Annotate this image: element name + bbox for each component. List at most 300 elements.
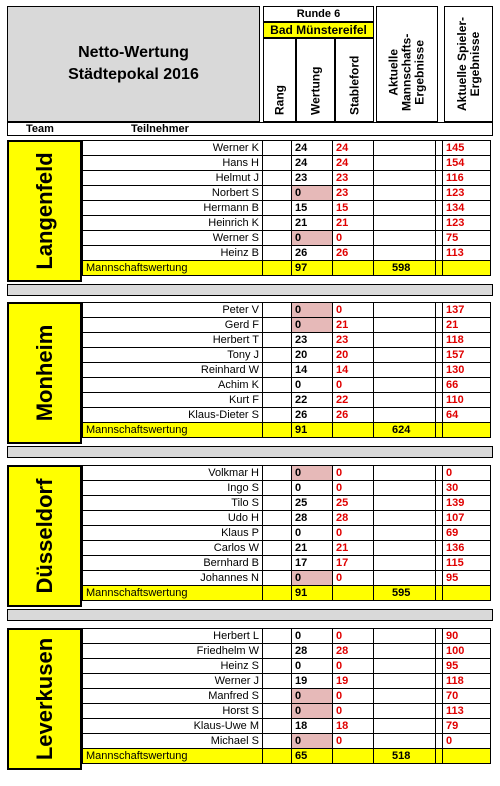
player-wertung: 23 (292, 171, 333, 186)
player-stableford: 19 (333, 674, 374, 689)
player-rang (263, 408, 292, 423)
player-stableford: 0 (333, 571, 374, 586)
player-stableford: 0 (333, 629, 374, 644)
team-total-rang (263, 261, 292, 276)
player-spieler-ergebnis: 118 (443, 333, 491, 348)
col-header-wertung (296, 38, 335, 122)
player-spieler-ergebnis: 154 (443, 156, 491, 171)
player-rang (263, 541, 292, 556)
player-wertung: 14 (292, 363, 333, 378)
team-total-wertung: 97 (292, 261, 333, 276)
player-wertung: 21 (292, 541, 333, 556)
col-header-stableford (335, 38, 374, 122)
player-mannschaft (374, 689, 436, 704)
column-gap (436, 734, 443, 749)
team-total-mannschaft: 518 (374, 749, 436, 764)
player-row (83, 171, 491, 186)
player-rang (263, 526, 292, 541)
team-header-row (7, 122, 493, 136)
player-mannschaft (374, 363, 436, 378)
player-stableford: 0 (333, 231, 374, 246)
player-name: Helmut J (83, 171, 263, 186)
player-stableford: 23 (333, 171, 374, 186)
player-mannschaft (374, 734, 436, 749)
player-rang (263, 393, 292, 408)
player-wertung: 0 (292, 466, 333, 481)
player-rang (263, 348, 292, 363)
team-table (82, 302, 491, 438)
player-stableford: 20 (333, 348, 374, 363)
player-stableford: 18 (333, 719, 374, 734)
player-rang (263, 303, 292, 318)
column-gap (436, 378, 443, 393)
player-spieler-ergebnis: 123 (443, 216, 491, 231)
team-total-stableford (333, 423, 374, 438)
player-row (83, 303, 491, 318)
player-spieler-ergebnis: 70 (443, 689, 491, 704)
team-total-wertung: 91 (292, 423, 333, 438)
player-name: Heinz S (83, 659, 263, 674)
player-mannschaft (374, 556, 436, 571)
player-row (83, 674, 491, 689)
player-wertung: 26 (292, 408, 333, 423)
player-rang (263, 318, 292, 333)
player-name: Werner K (83, 141, 263, 156)
team-separator (7, 609, 493, 621)
player-row (83, 719, 491, 734)
player-spieler-ergebnis: 30 (443, 481, 491, 496)
player-spieler-ergebnis: 64 (443, 408, 491, 423)
player-spieler-ergebnis: 115 (443, 556, 491, 571)
player-row (83, 141, 491, 156)
team-total-row (83, 261, 491, 276)
player-wertung: 28 (292, 644, 333, 659)
team-total-stableford (333, 261, 374, 276)
player-row (83, 216, 491, 231)
team-name-text: Langenfeld (31, 152, 57, 270)
player-mannschaft (374, 303, 436, 318)
team-total-row (83, 586, 491, 601)
team-total-mannschaft: 624 (374, 423, 436, 438)
team-table (82, 140, 491, 276)
column-gap (436, 363, 443, 378)
column-gap (436, 303, 443, 318)
player-mannschaft (374, 186, 436, 201)
player-stableford: 22 (333, 393, 374, 408)
team-total-wertung: 65 (292, 749, 333, 764)
col-header-rang-text: Rang (272, 85, 286, 115)
team-total-row (83, 423, 491, 438)
player-spieler-ergebnis: 107 (443, 511, 491, 526)
player-stableford: 0 (333, 378, 374, 393)
player-stableford: 17 (333, 556, 374, 571)
col-header-mannschaft-line3: Ergebnisse (412, 39, 427, 105)
column-gap (436, 318, 443, 333)
column-gap (436, 141, 443, 156)
player-rang (263, 571, 292, 586)
player-wertung: 0 (292, 481, 333, 496)
player-name: Johannes N (83, 571, 263, 586)
player-spieler-ergebnis: 100 (443, 644, 491, 659)
column-gap (436, 556, 443, 571)
player-row (83, 466, 491, 481)
column-gap (436, 261, 443, 276)
column-gap (436, 571, 443, 586)
team-total-label: Mannschaftswertung (83, 261, 263, 276)
column-gap (436, 408, 443, 423)
player-rang (263, 659, 292, 674)
team-name-label (7, 140, 82, 282)
player-wertung: 15 (292, 201, 333, 216)
player-row (83, 156, 491, 171)
player-row (83, 333, 491, 348)
player-rang (263, 171, 292, 186)
player-name: Kurt F (83, 393, 263, 408)
player-row (83, 644, 491, 659)
player-mannschaft (374, 318, 436, 333)
player-name: Hans H (83, 156, 263, 171)
player-name: Klaus P (83, 526, 263, 541)
player-name: Reinhard W (83, 363, 263, 378)
player-name: Gerd F (83, 318, 263, 333)
player-spieler-ergebnis: 95 (443, 659, 491, 674)
player-stableford: 21 (333, 541, 374, 556)
player-wertung: 20 (292, 348, 333, 363)
player-spieler-ergebnis: 116 (443, 171, 491, 186)
player-spieler-ergebnis: 0 (443, 466, 491, 481)
col-header-rang (263, 38, 296, 122)
column-gap (436, 496, 443, 511)
player-row (83, 526, 491, 541)
player-spieler-ergebnis: 113 (443, 704, 491, 719)
player-wertung: 0 (292, 231, 333, 246)
player-wertung: 0 (292, 318, 333, 333)
team-total-stableford (333, 749, 374, 764)
player-mannschaft (374, 333, 436, 348)
player-rang (263, 704, 292, 719)
team-total-spieler (443, 423, 491, 438)
col-header-spieler (444, 6, 493, 122)
player-wertung: 24 (292, 141, 333, 156)
player-row (83, 378, 491, 393)
player-stableford: 23 (333, 186, 374, 201)
player-row (83, 571, 491, 586)
player-name: Achim K (83, 378, 263, 393)
column-gap (436, 171, 443, 186)
player-spieler-ergebnis: 69 (443, 526, 491, 541)
player-stableford: 28 (333, 511, 374, 526)
column-gap (436, 186, 443, 201)
player-row (83, 186, 491, 201)
column-gap (436, 216, 443, 231)
player-rang (263, 466, 292, 481)
player-row (83, 348, 491, 363)
player-row (83, 231, 491, 246)
player-mannschaft (374, 201, 436, 216)
player-spieler-ergebnis: 139 (443, 496, 491, 511)
player-mannschaft (374, 659, 436, 674)
player-wertung: 25 (292, 496, 333, 511)
player-rang (263, 333, 292, 348)
team-total-mannschaft: 595 (374, 586, 436, 601)
team-total-rang (263, 586, 292, 601)
player-mannschaft (374, 216, 436, 231)
player-wertung: 0 (292, 186, 333, 201)
player-mannschaft (374, 408, 436, 423)
team-total-wertung: 91 (292, 586, 333, 601)
player-spieler-ergebnis: 134 (443, 201, 491, 216)
player-name: Heinrich K (83, 216, 263, 231)
team-total-label: Mannschaftswertung (83, 586, 263, 601)
player-row (83, 363, 491, 378)
player-spieler-ergebnis: 118 (443, 674, 491, 689)
player-rang (263, 378, 292, 393)
team-total-row (83, 749, 491, 764)
player-stableford: 0 (333, 689, 374, 704)
player-stableford: 14 (333, 363, 374, 378)
player-wertung: 19 (292, 674, 333, 689)
player-stableford: 0 (333, 704, 374, 719)
column-gap (436, 348, 443, 363)
player-name: Manfred S (83, 689, 263, 704)
team-name-label (7, 302, 82, 444)
column-gap (436, 481, 443, 496)
player-name: Horst S (83, 704, 263, 719)
player-spieler-ergebnis: 90 (443, 629, 491, 644)
player-wertung: 23 (292, 333, 333, 348)
player-name: Ingo S (83, 481, 263, 496)
player-stableford: 21 (333, 216, 374, 231)
player-stableford: 0 (333, 526, 374, 541)
player-spieler-ergebnis: 95 (443, 571, 491, 586)
player-name: Volkmar H (83, 466, 263, 481)
player-name: Werner S (83, 231, 263, 246)
col-header-mannschaft-text (388, 34, 427, 111)
player-name: Klaus-Uwe M (83, 719, 263, 734)
player-row (83, 496, 491, 511)
player-name: Werner J (83, 674, 263, 689)
player-mannschaft (374, 674, 436, 689)
player-spieler-ergebnis: 79 (443, 719, 491, 734)
player-name: Udo H (83, 511, 263, 526)
team-column-label: Team (26, 123, 54, 135)
col-header-spieler-line1: Aktuelle Spieler- (454, 16, 469, 111)
player-wertung: 17 (292, 556, 333, 571)
player-mannschaft (374, 466, 436, 481)
player-stableford: 0 (333, 734, 374, 749)
team-name-label (7, 628, 82, 770)
player-rang (263, 511, 292, 526)
player-name: Klaus-Dieter S (83, 408, 263, 423)
player-spieler-ergebnis: 110 (443, 393, 491, 408)
player-row (83, 556, 491, 571)
team-separator (7, 284, 493, 296)
player-rang (263, 734, 292, 749)
player-spieler-ergebnis: 136 (443, 541, 491, 556)
player-name: Heinz B (83, 246, 263, 261)
player-stableford: 0 (333, 303, 374, 318)
column-gap (436, 231, 443, 246)
team-total-mannschaft: 598 (374, 261, 436, 276)
player-name: Norbert S (83, 186, 263, 201)
column-gap (436, 704, 443, 719)
player-wertung: 26 (292, 246, 333, 261)
player-mannschaft (374, 141, 436, 156)
player-stableford: 0 (333, 481, 374, 496)
col-header-stableford-text: Stableford (347, 55, 361, 115)
player-mannschaft (374, 526, 436, 541)
team-name-text: Düsseldorf (31, 478, 57, 594)
player-wertung: 22 (292, 393, 333, 408)
col-header-mannschaft-line2: Mannschafts- (399, 33, 414, 111)
player-mannschaft (374, 644, 436, 659)
player-mannschaft (374, 378, 436, 393)
player-mannschaft (374, 629, 436, 644)
col-header-mannschaft-line1: Aktuelle (386, 48, 401, 96)
player-spieler-ergebnis: 113 (443, 246, 491, 261)
column-gap (436, 333, 443, 348)
team-name-text: Leverkusen (31, 637, 57, 761)
player-spieler-ergebnis: 123 (443, 186, 491, 201)
player-mannschaft (374, 231, 436, 246)
player-rang (263, 246, 292, 261)
column-gap (436, 541, 443, 556)
player-rang (263, 201, 292, 216)
player-wertung: 0 (292, 689, 333, 704)
player-name: Herbert T (83, 333, 263, 348)
column-gap (436, 466, 443, 481)
player-stableford: 25 (333, 496, 374, 511)
player-row (83, 659, 491, 674)
player-spieler-ergebnis: 137 (443, 303, 491, 318)
player-spieler-ergebnis: 145 (443, 141, 491, 156)
player-rang (263, 481, 292, 496)
player-name: Carlos W (83, 541, 263, 556)
team-total-spieler (443, 586, 491, 601)
player-rang (263, 629, 292, 644)
player-row (83, 201, 491, 216)
player-row (83, 734, 491, 749)
column-gap (436, 423, 443, 438)
player-name: Peter V (83, 303, 263, 318)
player-wertung: 0 (292, 526, 333, 541)
column-gap (436, 749, 443, 764)
player-mannschaft (374, 246, 436, 261)
player-spieler-ergebnis: 75 (443, 231, 491, 246)
col-header-spieler-text (456, 17, 482, 111)
player-wertung: 21 (292, 216, 333, 231)
player-spieler-ergebnis: 66 (443, 378, 491, 393)
player-stableford: 0 (333, 659, 374, 674)
column-gap (436, 674, 443, 689)
player-wertung: 0 (292, 629, 333, 644)
player-mannschaft (374, 481, 436, 496)
player-row (83, 393, 491, 408)
player-row (83, 541, 491, 556)
teilnehmer-column-label: Teilnehmer (131, 123, 189, 135)
title-line-2: Städtepokal 2016 (68, 66, 199, 83)
player-spieler-ergebnis: 130 (443, 363, 491, 378)
player-mannschaft (374, 348, 436, 363)
column-gap (436, 689, 443, 704)
player-row (83, 318, 491, 333)
col-header-wertung-text: Wertung (308, 66, 322, 115)
player-row (83, 689, 491, 704)
player-wertung: 0 (292, 704, 333, 719)
player-rang (263, 689, 292, 704)
player-row (83, 246, 491, 261)
player-mannschaft (374, 156, 436, 171)
player-rang (263, 719, 292, 734)
player-wertung: 24 (292, 156, 333, 171)
player-name: Bernhard B (83, 556, 263, 571)
player-name: Tilo S (83, 496, 263, 511)
team-total-label: Mannschaftswertung (83, 423, 263, 438)
team-total-label: Mannschaftswertung (83, 749, 263, 764)
team-name-text: Monheim (31, 324, 57, 422)
team-separator (7, 446, 493, 458)
column-gap (436, 629, 443, 644)
player-name: Herbert L (83, 629, 263, 644)
player-name: Michael S (83, 734, 263, 749)
player-mannschaft (374, 393, 436, 408)
player-spieler-ergebnis: 21 (443, 318, 491, 333)
player-rang (263, 186, 292, 201)
player-stableford: 26 (333, 408, 374, 423)
player-stableford: 0 (333, 466, 374, 481)
player-name: Hermann B (83, 201, 263, 216)
player-row (83, 408, 491, 423)
player-stableford: 24 (333, 156, 374, 171)
player-stableford: 26 (333, 246, 374, 261)
player-mannschaft (374, 704, 436, 719)
team-total-rang (263, 423, 292, 438)
player-rang (263, 644, 292, 659)
player-stableford: 15 (333, 201, 374, 216)
player-mannschaft (374, 571, 436, 586)
column-gap (436, 201, 443, 216)
player-mannschaft (374, 541, 436, 556)
player-stableford: 23 (333, 333, 374, 348)
player-wertung: 0 (292, 734, 333, 749)
player-wertung: 0 (292, 571, 333, 586)
team-table (82, 628, 491, 764)
column-gap (436, 156, 443, 171)
player-spieler-ergebnis: 0 (443, 734, 491, 749)
player-rang (263, 141, 292, 156)
column-gap (436, 644, 443, 659)
player-name: Friedhelm W (83, 644, 263, 659)
column-gap (436, 659, 443, 674)
player-mannschaft (374, 171, 436, 186)
player-wertung: 0 (292, 303, 333, 318)
venue-label: Bad Münstereifel (263, 22, 374, 38)
player-stableford: 24 (333, 141, 374, 156)
team-total-stableford (333, 586, 374, 601)
team-table (82, 465, 491, 601)
player-stableford: 28 (333, 644, 374, 659)
player-spieler-ergebnis: 157 (443, 348, 491, 363)
title-line-1: Netto-Wertung (78, 44, 189, 61)
player-row (83, 511, 491, 526)
title-box (7, 6, 260, 122)
column-gap (436, 246, 443, 261)
player-rang (263, 156, 292, 171)
player-wertung: 0 (292, 378, 333, 393)
player-wertung: 28 (292, 511, 333, 526)
player-wertung: 0 (292, 659, 333, 674)
player-row (83, 481, 491, 496)
